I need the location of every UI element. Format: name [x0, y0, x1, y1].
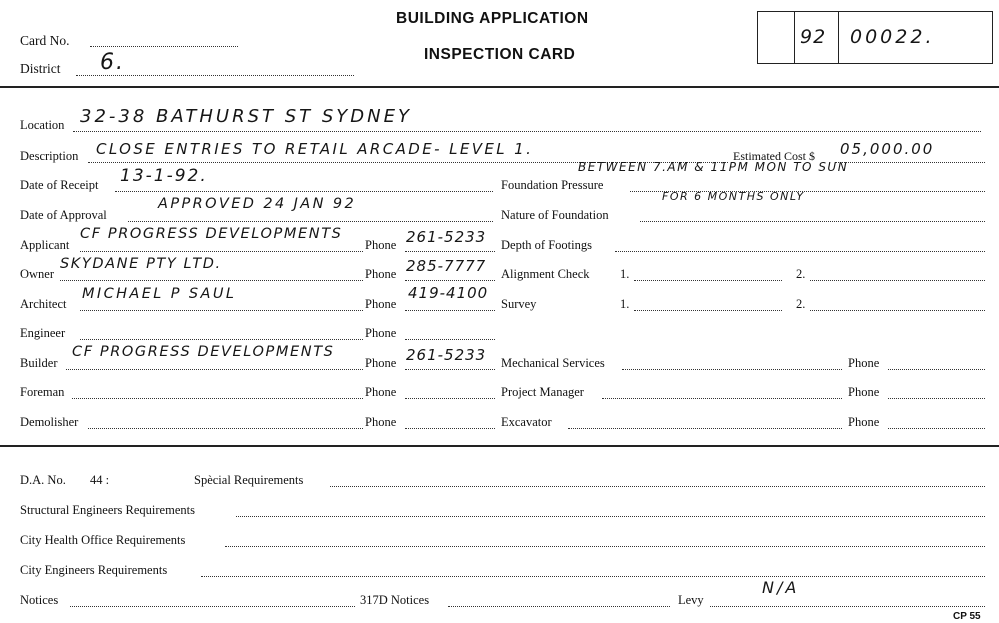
project-manager-label: Project Manager — [501, 385, 584, 399]
mechanical-services-field[interactable] — [622, 369, 842, 370]
special-requirements-field[interactable] — [330, 486, 985, 487]
architect-label: Architect — [20, 297, 67, 311]
hours-note-line2: FOR 6 MONTHS ONLY — [662, 190, 805, 203]
builder-phone-label: Phone — [365, 356, 397, 370]
alignment-check-option-2: 2. — [796, 267, 806, 281]
applicant-value: CF PROGRESS DEVELOPMENTS — [80, 226, 343, 242]
date-of-approval-value: APPROVED 24 JAN 92 — [158, 196, 357, 212]
levy-value: N/A — [762, 578, 800, 597]
card-no-label: Card No. — [20, 33, 70, 48]
applicant-field[interactable] — [80, 251, 363, 252]
da-no-label: D.A. No. — [20, 473, 66, 487]
excavator-label: Excavator — [501, 415, 552, 429]
date-of-receipt-label: Date of Receipt — [20, 178, 99, 192]
foundation-pressure-label: Foundation Pressure — [501, 178, 604, 192]
estimated-cost-value: 05,000.00 — [840, 140, 935, 158]
district-field-line[interactable] — [76, 75, 354, 76]
ref-year: 92 — [800, 26, 827, 48]
city-health-office-label: City Health Office Requirements — [20, 533, 186, 547]
city-engineers-field[interactable] — [201, 576, 985, 577]
architect-field[interactable] — [80, 310, 363, 311]
alignment-check-field-1[interactable] — [634, 280, 782, 281]
applicant-label: Applicant — [20, 238, 70, 252]
card-no-field[interactable] — [90, 46, 238, 47]
builder-label: Builder — [20, 356, 58, 370]
applicant-phone-field[interactable] — [405, 251, 495, 252]
mechanical-services-phone-label: Phone — [848, 356, 880, 370]
architect-value: MICHAEL P SAUL — [82, 286, 237, 302]
builder-value: CF PROGRESS DEVELOPMENTS — [72, 344, 335, 360]
page-title: BUILDING APPLICATION — [396, 10, 589, 27]
survey-option-2: 2. — [796, 297, 806, 311]
date-of-receipt-field[interactable] — [115, 191, 493, 192]
owner-label: Owner — [20, 267, 55, 281]
district-label: District — [20, 61, 61, 76]
owner-value: SKYDANE PTY LTD. — [60, 256, 222, 272]
architect-phone-label: Phone — [365, 297, 397, 311]
special-requirements-label: Spècial Requirements — [194, 473, 304, 487]
excavator-field[interactable] — [568, 428, 842, 429]
demolisher-phone-field[interactable] — [405, 428, 495, 429]
demolisher-field[interactable] — [88, 428, 363, 429]
survey-option-1: 1. — [620, 297, 630, 311]
hours-note-line1: BETWEEN 7.AM & 11PM MON TO SUN — [578, 160, 849, 174]
owner-phone-label: Phone — [365, 267, 397, 281]
excavator-phone-field[interactable] — [888, 428, 985, 429]
notices-317d-field[interactable] — [448, 606, 670, 607]
foreman-label: Foreman — [20, 385, 65, 399]
applicant-phone-label: Phone — [365, 238, 397, 252]
description-value: CLOSE ENTRIES TO RETAIL ARCADE- LEVEL 1. — [96, 140, 534, 158]
estimated-cost-label: Estimated Cost $ — [733, 149, 815, 163]
project-manager-phone-field[interactable] — [888, 398, 985, 399]
survey-field-2[interactable] — [810, 310, 985, 311]
owner-phone-field[interactable] — [405, 280, 495, 281]
mechanical-services-label: Mechanical Services — [501, 356, 605, 370]
structural-engineers-label: Structural Engineers Requirements — [20, 503, 195, 517]
engineer-phone-label: Phone — [365, 326, 397, 340]
notices-field[interactable] — [70, 606, 355, 607]
owner-phone-value: 285-7777 — [406, 257, 487, 275]
builder-phone-field[interactable] — [405, 369, 495, 370]
date-of-approval-label: Date of Approval — [20, 208, 107, 222]
date-of-receipt-value: 13-1-92. — [120, 166, 208, 186]
levy-field[interactable] — [710, 606, 985, 607]
form-code: CP 55 — [953, 611, 981, 622]
architect-phone-value: 419-4100 — [408, 284, 489, 302]
header-divider — [0, 86, 999, 88]
builder-phone-value: 261-5233 — [406, 346, 487, 364]
location-value: 32-38 BATHURST ST SYDNEY — [80, 106, 412, 127]
depth-of-footings-label: Depth of Footings — [501, 238, 592, 252]
ref-number: 00022. — [850, 26, 935, 48]
foreman-field[interactable] — [72, 398, 363, 399]
applicant-phone-value: 261-5233 — [406, 228, 487, 246]
date-of-approval-field[interactable] — [128, 221, 493, 222]
project-manager-phone-label: Phone — [848, 385, 880, 399]
structural-engineers-field[interactable] — [236, 516, 985, 517]
location-label: Location — [20, 118, 65, 132]
estimated-cost-field[interactable] — [835, 162, 985, 163]
alignment-check-field-2[interactable] — [810, 280, 985, 281]
depth-of-footings-field[interactable] — [615, 251, 985, 252]
reference-number-box — [757, 11, 993, 64]
notices-317d-label: 317D Notices — [360, 593, 430, 607]
location-field[interactable] — [73, 131, 981, 132]
alignment-check-option-1: 1. — [620, 267, 630, 281]
engineer-field[interactable] — [80, 339, 363, 340]
foreman-phone-label: Phone — [365, 385, 397, 399]
demolisher-phone-label: Phone — [365, 415, 397, 429]
survey-field-1[interactable] — [634, 310, 782, 311]
owner-field[interactable] — [60, 280, 363, 281]
engineer-phone-field[interactable] — [405, 339, 495, 340]
description-label: Description — [20, 149, 79, 163]
survey-label: Survey — [501, 297, 537, 311]
foreman-phone-field[interactable] — [405, 398, 495, 399]
foundation-pressure-field[interactable] — [630, 191, 985, 192]
architect-phone-field[interactable] — [405, 310, 495, 311]
builder-field[interactable] — [66, 369, 363, 370]
demolisher-label: Demolisher — [20, 415, 79, 429]
notices-label: Notices — [20, 593, 59, 607]
page-subtitle: INSPECTION CARD — [424, 46, 576, 63]
city-health-office-field[interactable] — [225, 546, 985, 547]
city-engineers-label: City Engineers Requirements — [20, 563, 168, 577]
alignment-check-label: Alignment Check — [501, 267, 590, 281]
section-divider — [0, 445, 999, 447]
levy-label: Levy — [678, 593, 704, 607]
district-value: 6. — [100, 50, 125, 75]
mechanical-services-phone-field[interactable] — [888, 369, 985, 370]
nature-of-foundation-label: Nature of Foundation — [501, 208, 609, 222]
excavator-phone-label: Phone — [848, 415, 880, 429]
engineer-label: Engineer — [20, 326, 66, 340]
da-no-value: 44 : — [90, 473, 110, 487]
nature-of-foundation-field[interactable] — [640, 221, 985, 222]
project-manager-field[interactable] — [602, 398, 842, 399]
